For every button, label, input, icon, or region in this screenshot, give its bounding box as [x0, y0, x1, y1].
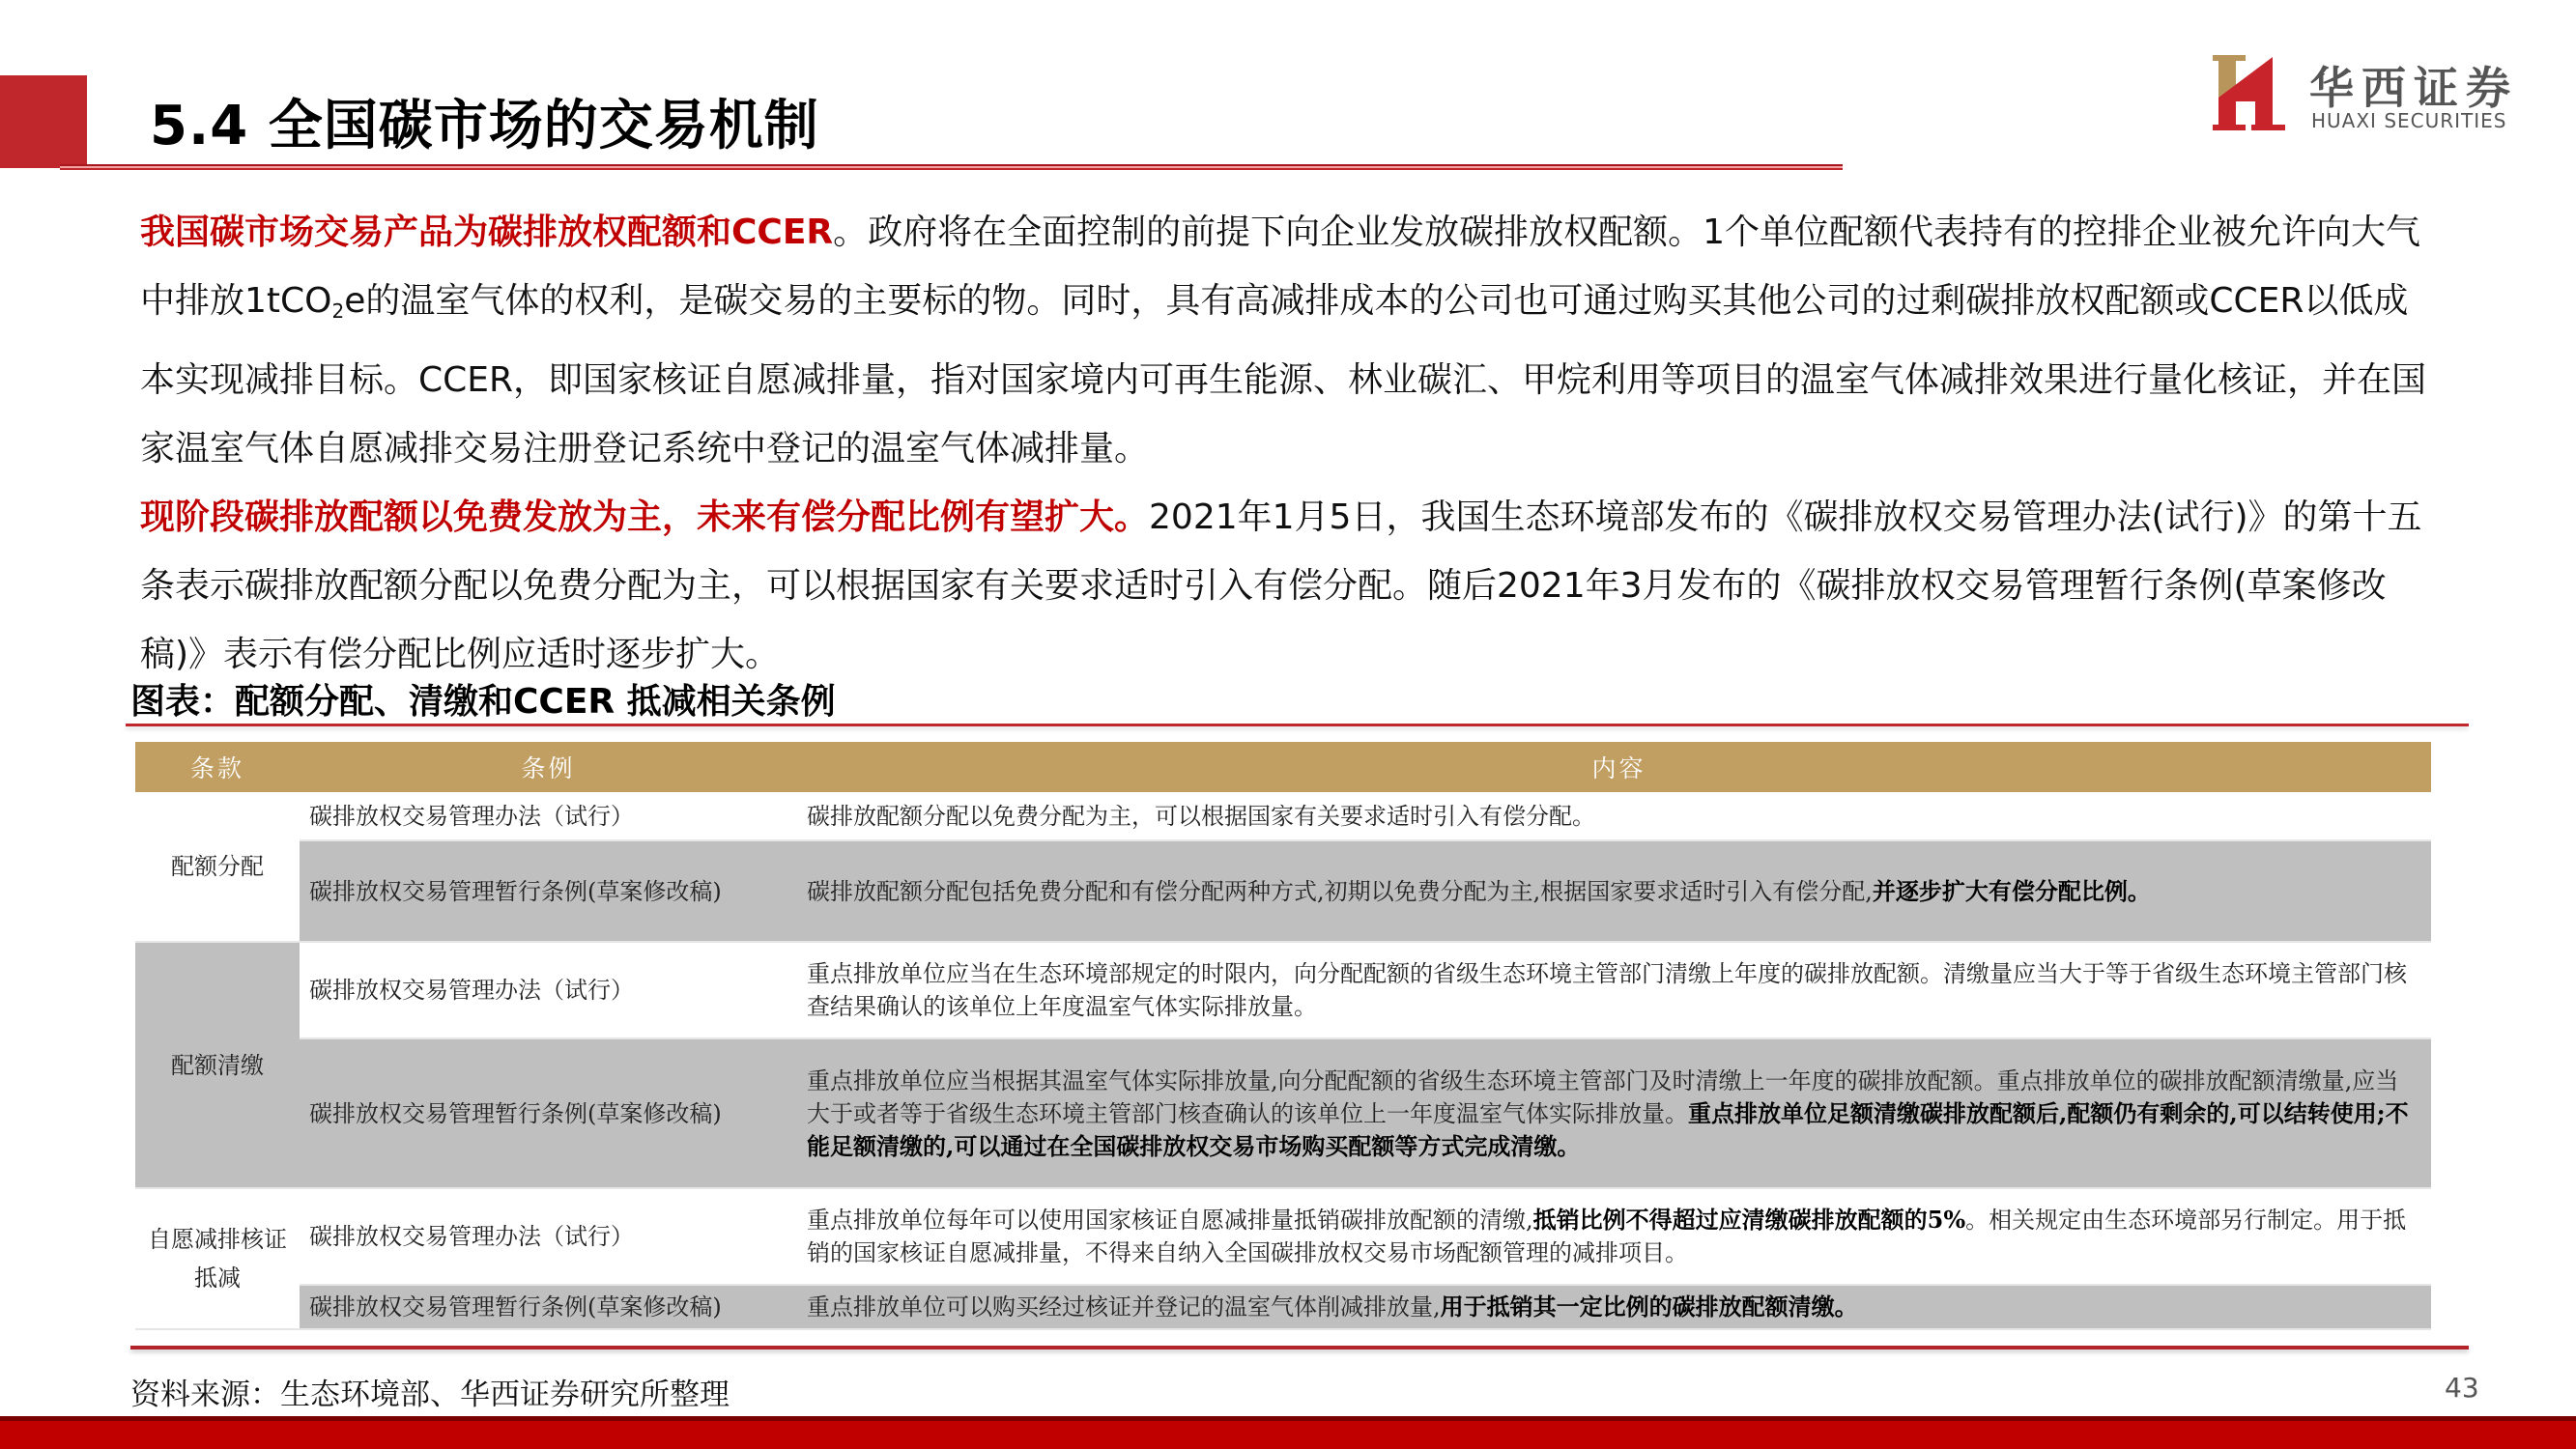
paragraph-1: 我国碳市场交易产品为碳排放权配额和CCER。政府将在全面控制的前提下向企业发放碳排放权配额。1个单位配额代表持有的控排企业被允许向大气中排放1tCO$_2$e的温室气体的权利，是碳交易的主要标的物。同时，具有高减排成本的公司也可通过购买其他公司的过剩碳排放权配额或CCER以低成本实现减排目标。CCER，即国家核证自愿减排量，指对国家境内可再生能源、林业碳汇、甲烷利用等项目的温室气体减排效果进行量化核证，并在国家温室气体自愿减排交易注册登记系统中登记的温室气体减排量。	[140, 213, 2427, 469]
title-divider	[60, 164, 1843, 170]
table-row	[135, 942, 2431, 1038]
regulation-cell: 碳排放权交易管理办法（试行）	[300, 942, 797, 1038]
table-row	[135, 792, 2431, 840]
page-title: 5.4 全国碳市场的交易机制	[150, 95, 819, 157]
regulations-table	[135, 742, 2431, 1330]
huaxi-logo	[2213, 53, 2570, 135]
table-row	[135, 1188, 2431, 1285]
content-cell: 重点排放单位可以购买经过核证并登记的温室气体削减排放量,用于抵销其一定比例的碳排放配额清缴。	[797, 1285, 2431, 1329]
content-cell: 重点排放单位应当根据其温室气体实际排放量,向分配配额的省级生态环境主管部门及时清缴上一年度的碳排放配额。重点排放单位的碳排放配额清缴量,应当大于或者等于省级生态环境主管部门核查确认的该单位上一年度温室气体实际排放量。重点排放单位足额清缴碳排放配额后,配额仍有剩余的,可以结转使用;不能足额清缴的,可以通过在全国碳排放权交易市场购买配额等方式完成清缴。	[797, 1038, 2431, 1188]
regulation-cell: 碳排放权交易管理暂行条例(草案修改稿)	[300, 1038, 797, 1188]
header-clause: 条款	[135, 742, 300, 792]
page-number: 43	[2445, 1372, 2479, 1404]
content-cell: 碳排放配额分配包括免费分配和有偿分配两种方式,初期以免费分配为主,根据国家要求适时引入有偿分配,并逐步扩大有偿分配比例。	[797, 840, 2431, 942]
logo-english-name: HUAXI SECURITIES	[2311, 109, 2507, 132]
paragraph-2: 现阶段碳排放配额以免费发放为主，未来有偿分配比例有望扩大。2021年1月5日，我国生态环境部发布的《碳排放权交易管理办法(试行)》的第十五条表示碳排放配额分配以免费分配为主，可以根据国家有关要求适时引入有偿分配。随后2021年3月发布的《碳排放权交易管理暂行条例(草案修改稿)》表示有偿分配比例应适时逐步扩大。	[140, 497, 2422, 674]
footer-divider	[130, 1346, 2469, 1350]
clause-cell: 自愿减排核证抵减	[135, 1188, 300, 1329]
content-cell: 重点排放单位每年可以使用国家核证自愿减排量抵销碳排放配额的清缴,抵销比例不得超过应清缴碳排放配额的5%。相关规定由生态环境部另行制定。用于抵销的国家核证自愿减排量，不得来自纳入全国碳排放权交易市场配额管理的减排项目。	[797, 1188, 2431, 1285]
clause-cell: 配额分配	[135, 792, 300, 942]
paragraph-2-highlight: 现阶段碳排放配额以免费发放为主，未来有偿分配比例有望扩大。	[140, 497, 1150, 537]
caption-divider	[126, 724, 2469, 726]
table-row	[135, 840, 2431, 942]
regulation-cell: 碳排放权交易管理办法（试行）	[300, 792, 797, 840]
regulation-cell: 碳排放权交易管理办法（试行）	[300, 1188, 797, 1285]
header-content: 内容	[797, 742, 2431, 792]
regulation-cell: 碳排放权交易管理暂行条例(草案修改稿)	[300, 840, 797, 942]
logo-chinese-name: 华西证券	[2309, 62, 2518, 114]
title-accent-block	[0, 75, 87, 168]
header-regulation: 条例	[300, 742, 797, 792]
content-cell: 重点排放单位应当在生态环境部规定的时限内，向分配配额的省级生态环境主管部门清缴上年度的碳排放配额。清缴量应当大于等于省级生态环境主管部门核查结果确认的该单位上年度温室气体实际排放量。	[797, 942, 2431, 1038]
content-cell: 碳排放配额分配以免费分配为主，可以根据国家有关要求适时引入有偿分配。	[797, 792, 2431, 840]
source-note: 资料来源：生态环境部、华西证券研究所整理	[130, 1378, 730, 1412]
table-row	[135, 1038, 2431, 1188]
footer-bar	[0, 1416, 2576, 1449]
regulation-cell: 碳排放权交易管理暂行条例(草案修改稿)	[300, 1285, 797, 1329]
figure-caption: 图表：配额分配、清缴和CCER 抵减相关条例	[130, 682, 836, 722]
body-text	[140, 198, 2440, 689]
huaxi-h-icon	[2213, 55, 2285, 130]
clause-cell: 配额清缴	[135, 942, 300, 1188]
paragraph-1-highlight: 我国碳市场交易产品为碳排放权配额和CCER	[140, 213, 834, 252]
table-row	[135, 1285, 2431, 1329]
table-header-row	[135, 742, 2431, 792]
